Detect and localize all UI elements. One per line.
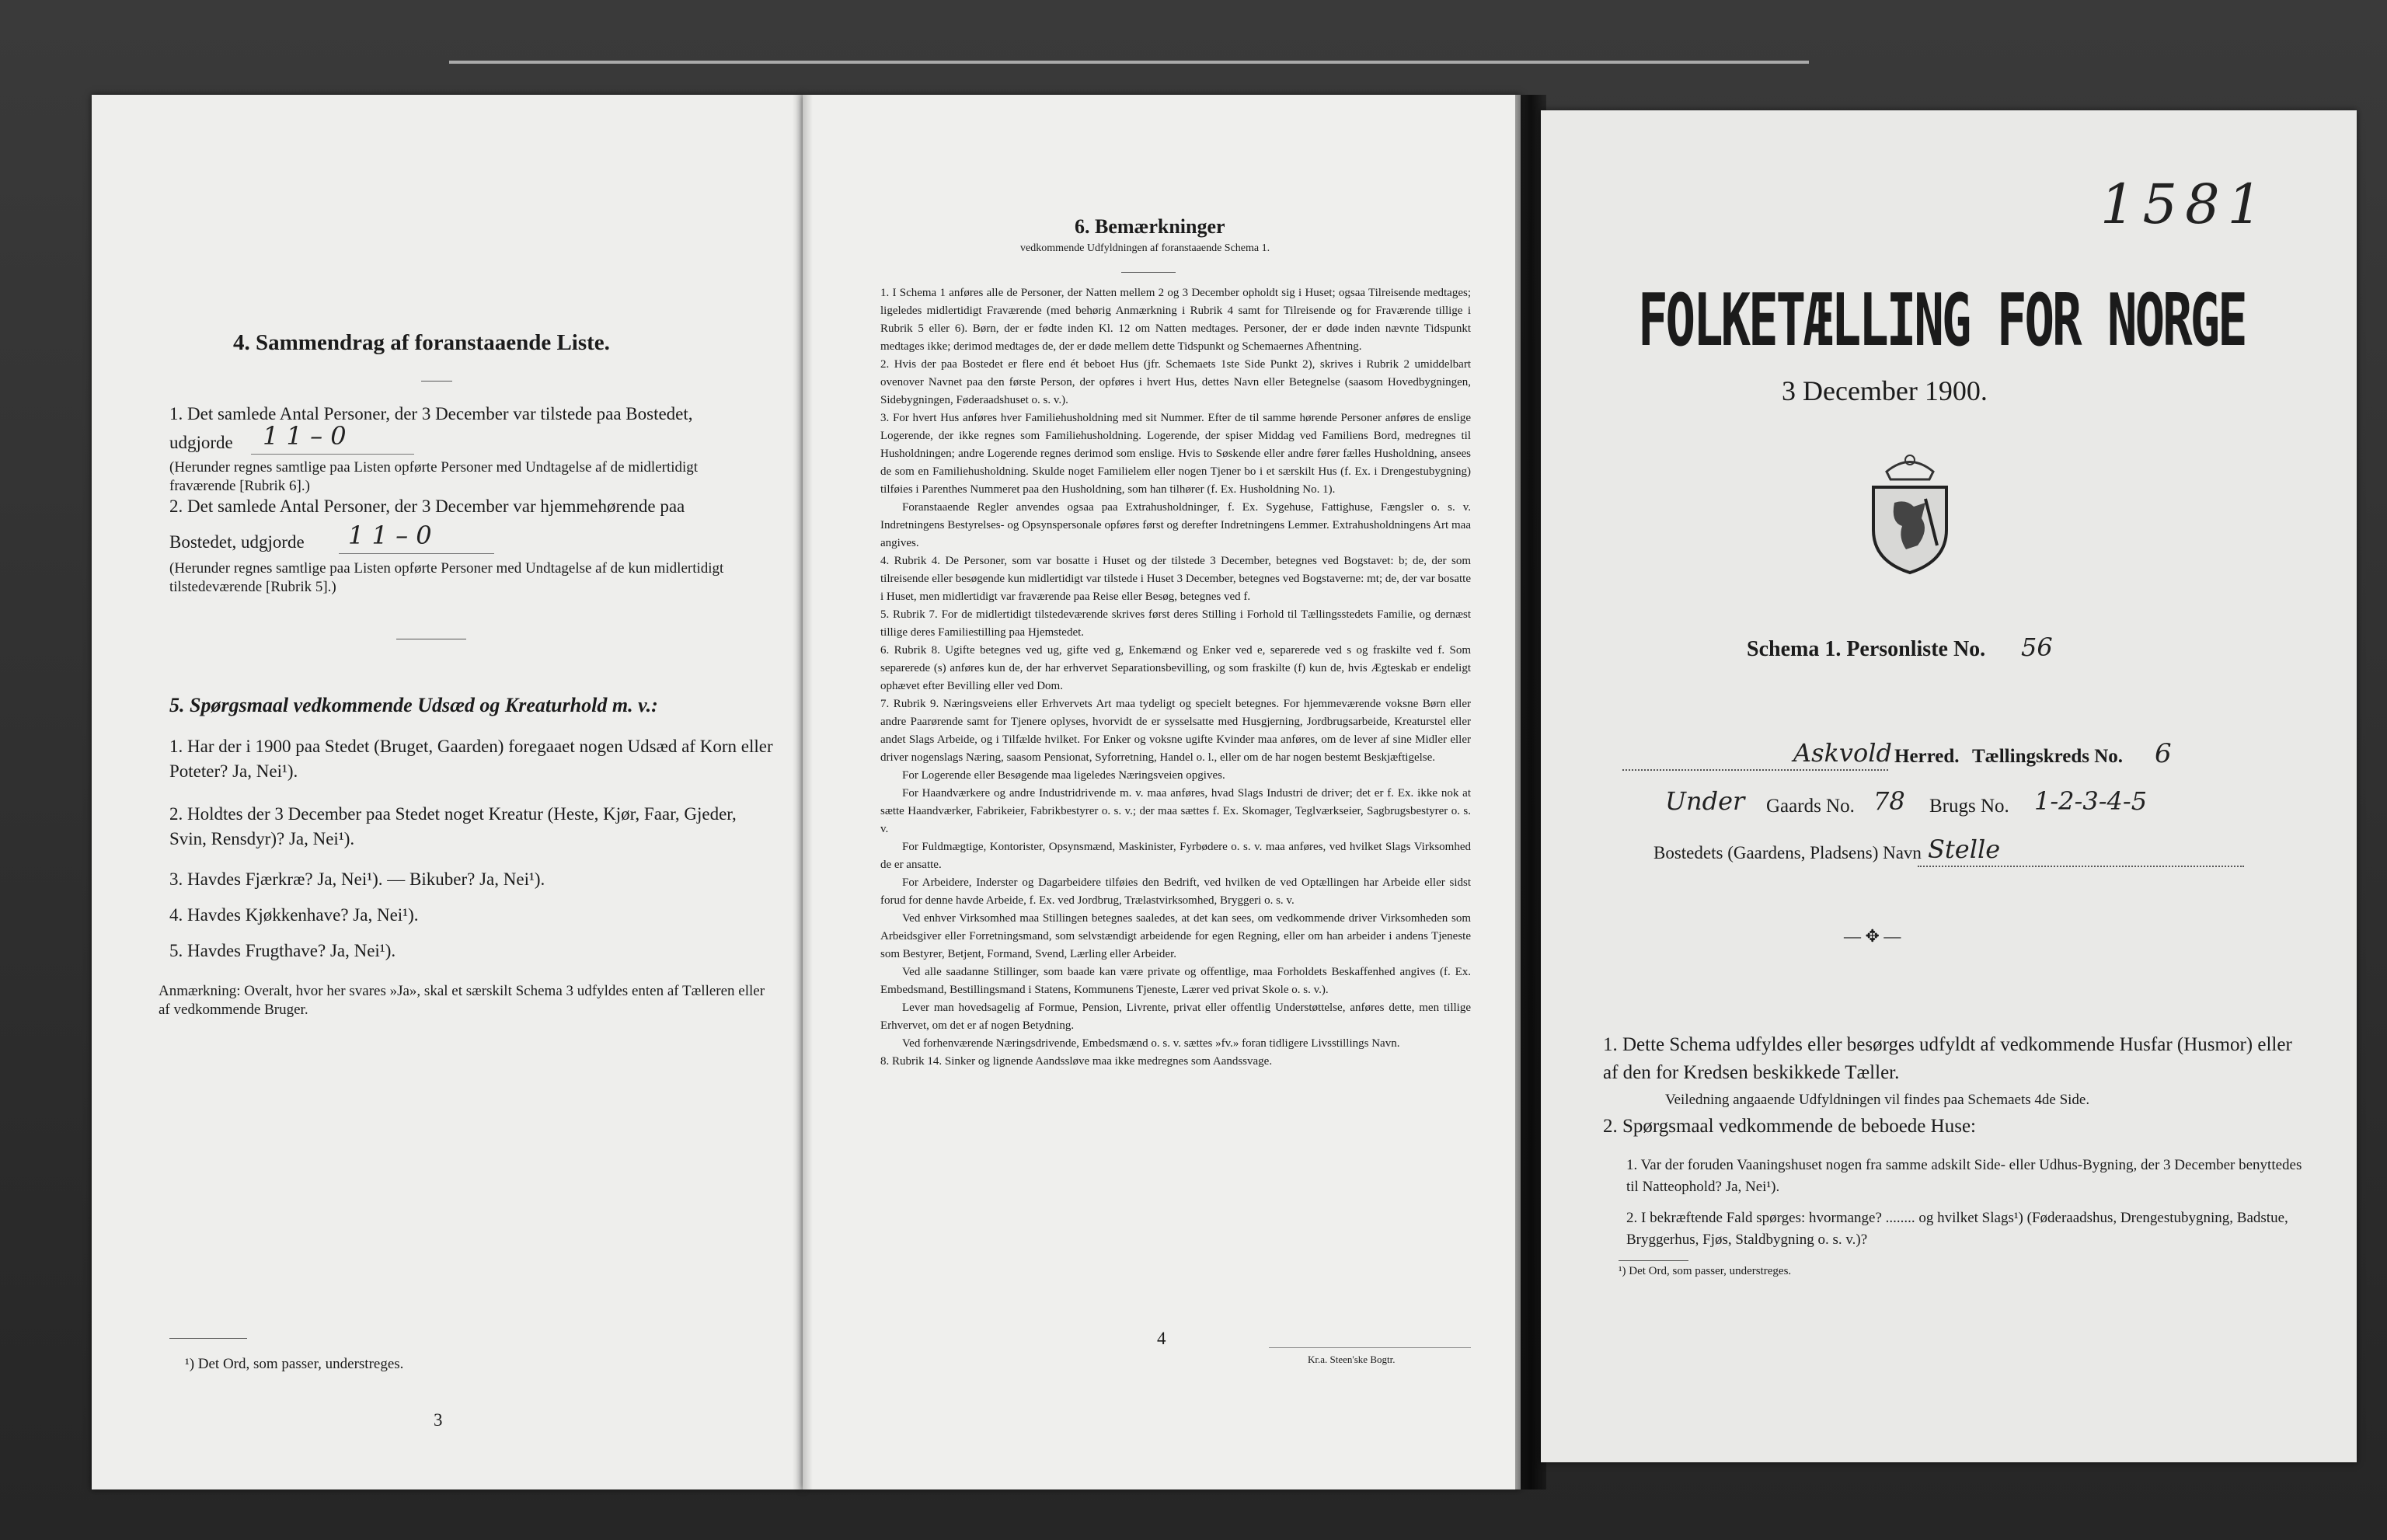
remark-5: 5. Rubrik 7. For de midlertidigt tilstedeværende skrives først deres Stilling i Forhold til Tællingsstedets Familie, og dernæst tillige deres Familiestilling paa Hjemstedet. [880, 608, 1471, 639]
remark-1: 1. I Schema 1 anføres alle de Personer, der Natten mellem 2 og 3 December opholdt sig i Huset; ogsaa Tilreisende medtages; ligeledes midlertidigt Fraværende (med behørig Anmærkning i Rubrik 4 samt for Tilreisende og for Fraværende tillige i Rubrik 5 eller 6). Børn, der er fødte inden Kl. 12 om Natten medtages. Personer, der er døde inden nævnte Tidspunkt medtages ikke; derimod medtages de, der er døde mellem dette Tidspunkt og Schemaernes Afhentning. [880, 287, 1471, 353]
remark-7-formue: Lever man hovedsagelig af Formue, Pension, Livrente, privat eller offentlig Understøttelse, anføres dette, men tillige Erhvervet, om det er af nogen Betydning. [880, 1002, 1471, 1032]
question-4: 4. Havdes Kjøkkenhave? Ja, Nei¹). [169, 905, 419, 925]
gaards-label: Gaards No. [1766, 796, 1855, 817]
answer-line [251, 454, 414, 455]
archive-number: 1581 [2100, 172, 2270, 236]
schema-label: Schema 1. Personliste No. [1747, 637, 1986, 661]
question-1: 1. Har der i 1900 paa Stedet (Bruget, Gaarden) foregaaet nogen Udsæd af Korn eller Poteter? Ja, Nei¹). [169, 737, 773, 781]
summary-item-1-note: (Herunder regnes samtlige paa Listen opførte Personer med Undtagelse af de midlertidigt fraværende [Rubrik 6].) [169, 459, 699, 494]
herred-line [1622, 769, 1888, 771]
summary-item-1-label: udgjorde [169, 433, 233, 452]
gaards-value: 78 [1873, 786, 1905, 816]
question-5: 5. Havdes Frugthave? Ja, Nei¹). [169, 941, 396, 960]
main-title: FOLKETÆLLING FOR NORGE [1638, 280, 2246, 364]
footnote-rule [1619, 1260, 1688, 1261]
summary-item-1-value: 1 1 – 0 [263, 421, 347, 451]
remark-3: 3. For hvert Hus anføres hver Familiehusholdning med sit Nummer. Efter de til samme hørende Personer anføres de enslige Logerende, der ikke regnes som Familiehusholdning. Logerende, der spiser Middag ved Familiens Bord, medregnes til Husholdningen; andre Logerende regnes derimod som enslige. Hvis to Søskende eller andre fører fælles Husholdning, ansees de som en Familiehusholdning. Skulde noget Familielem eller nogen Tjener bo i et særskilt Hus (f. Ex. i Drengestubygning) tilføies i Parenthes Nummeret paa den Husholdning, som han tilhører (f. Ex. Husholdning No. 1). [880, 412, 1471, 496]
remark-7-stillinger: Ved alle saadanne Stillinger, som baade kan være private og offentlige, maa Forholdets Beskaffenhed angives (f. Ex. Embedsmand, Bestillingsmand i Statens, Kommunens Tjeneste, Lærer ved privat Skole o. s. v.). [880, 966, 1471, 996]
page-number: 3 [434, 1410, 443, 1430]
page-right [1541, 110, 2357, 1462]
remark-2: 2. Hvis der paa Bostedet er flere end ét beboet Hus (jfr. Schemaets 1ste Side Punkt 2), skrives i Rubrik 2 umiddelbart ovenover Navnet paa den første Person, der opføres i hvert Hus, dettes Navn eller Betegnelse (saasom Hovedbygningen, Sidebygningen, Føderaadshuset o. s. v.). [880, 358, 1471, 406]
remarks-list [880, 284, 1471, 1071]
summary-item-2-label: Bostedet, udgjorde [169, 532, 305, 552]
summary-item-1: 1. Det samlede Antal Personer, der 3 December var tilstede paa Bostedet, [169, 404, 693, 423]
question-3: 3. Havdes Fjærkræ? Ja, Nei¹). — Bikuber? Ja, Nei¹). [169, 869, 545, 889]
kreds-label: Tællingskreds No. [1972, 746, 2124, 767]
summary-item-2: 2. Det samlede Antal Personer, der 3 December var hjemmehørende paa [169, 496, 685, 516]
printer-credit: Kr.a. Steen'ske Bogtr. [1308, 1354, 1396, 1365]
section-4-title: 4. Sammendrag af foranstaaende Liste. [233, 330, 610, 355]
remarks-title: 6. Bemærkninger [1075, 215, 1225, 238]
remark-6: 6. Rubrik 8. Ugifte betegnes ved ug, gifte ved g, Enkemænd og Enker ved e, separerede ved s og fraskilte ved f. Som separerede (s) anføres kun de, der har erhvervet Separationsbevilling, og som fraskilte (f) kun de, hvis Ægteskab er endeligt ophævet efter Bevilling eller ved Dom. [880, 644, 1471, 692]
kreds-value: 6 [2155, 738, 2172, 769]
brugs-label: Brugs No. [1929, 796, 2009, 817]
footnote: ¹) Det Ord, som passer, understreges. [185, 1356, 404, 1372]
house-question-1: 1. Var der foruden Vaaningshuset nogen fra samme adskilt Side- eller Udhus-Bygning, der 3 December benyttedes til Natteophold? Ja, Nei¹). [1626, 1157, 2302, 1195]
house-question-2: 2. I bekræftende Fald spørges: hvormange? ........ og hvilket Slags¹) (Føderaadshus, Drengestubygning, Badstue, Bryggerhus, Fjøs, Staldbygning o. s. v.)? [1626, 1210, 2288, 1248]
page-fold-shadow [793, 95, 813, 1489]
answer-line [339, 553, 494, 554]
instruction-1-note: Veiledning angaaende Udfyldningen vil findes paa Schemaets 4de Side. [1665, 1092, 2090, 1108]
footnote: ¹) Det Ord, som passer, understreges. [1619, 1265, 1792, 1277]
remark-7-fuldmaegtige: For Fuldmægtige, Kontorister, Opsynsmænd, Maskinister, Fyrbødere o. s. v. maa anføres, ved hvilket Slags Virksomhed de er ansatte. [880, 841, 1471, 871]
remark-7-arbeidere: For Arbeidere, Inderster og Dagarbeidere tilføies den Bedrift, ved hvilken de ved Optællingen har Arbeide eller sidst forud for denne havde Arbeide, f. Ex. ved Jordbrug, Trælastvirksomhed, Bryggeri o. s. v. [880, 876, 1471, 907]
coat-of-arms-icon [1852, 444, 1968, 577]
bosted-label: Bostedets (Gaardens, Pladsens) Navn [1653, 843, 1922, 862]
remark-7-virksomhed: Ved enhver Virksomhed maa Stillingen betegnes saaledes, at det kan sees, om vedkommende driver Virksomheden som Arbeidsgiver eller Forretningsmand, som selvstændigt arbeidende for egen Regning, eller om han arbeider i andens Tjeneste som Bestyrer, Betjent, Formand, Svend, Lærling eller Arbeider. [880, 912, 1471, 960]
summary-item-2-note: (Herunder regnes samtlige paa Listen opførte Personer med Undtagelse af de kun midlertidigt tilstedeværende [Rubrik 5].) [169, 560, 724, 595]
instruction-1: 1. Dette Schema udfyldes eller besørges udfyldt af vedkommende Husfar (Husmor) eller af den for Kredsen beskikkede Tæller. [1603, 1034, 2292, 1083]
annotation-note: Anmærkning: Overalt, hvor her svares »Ja», skal et særskilt Schema 3 udfyldes enten af Tælleren eller af vedkommende Bruger. [159, 983, 765, 1018]
title-divider [1121, 272, 1176, 273]
census-date: 3 December 1900. [1782, 375, 1988, 406]
remark-8: 8. Rubrik 14. Sinker og lignende Aandssløve maa ikke medregnes som Aandssvage. [880, 1055, 1273, 1068]
bosted-value: Stelle [1928, 834, 2001, 864]
page-left [92, 95, 803, 1489]
summary-item-2-value: 1 1 – 0 [348, 521, 432, 550]
herred-value: Askvold [1793, 738, 1892, 768]
footnote-rule [169, 1338, 247, 1339]
remark-7-haandvaerkere: For Haandværkere og andre Industridrivende m. v. maa anføres, hvad Slags Industri de driver; det er f. Ex. ikke nok at sætte Haandværker, Fabrikeier, Fabrikbestyrer o. s. v.; der maa sættes f. Ex. Skomager, Teglværkseier, Sagbrugsbestyrer o. s. v. [880, 787, 1471, 835]
instruction-2: 2. Spørgsmaal vedkommende de beboede Huse: [1603, 1116, 1976, 1137]
bosted-line [1918, 866, 2244, 867]
remark-7: 7. Rubrik 9. Næringsveiens eller Erhvervets Art maa tydeligt og specielt betegnes. For hjemmeværende voksne Børn eller andre Paarørende samt for Tjenere oplyses, hvorvidt de er sysselsatte med Husgjerning, Jordbrugsarbeide, Kreaturstel eller andet Slags Arbeide, og i Tilfælde hvilket. For Enker og voksne ugifte Kvinder maa anføres, om de lever af sine Midler eller driver nogenslags Næring, saasom Pensionat, Syforretning, Handel o. l., eller om de har nogen bestemt Beskjæftigelse. [880, 698, 1471, 764]
brugs-value: 1-2-3-4-5 [2034, 786, 2148, 816]
page-number: 4 [1157, 1329, 1166, 1348]
remark-3-extra: Foranstaaende Regler anvendes ogsaa paa Extrahusholdninger, f. Ex. Sygehuse, Fattighuse, Fængsler o. s. v. Indretningens Bestyrelses- og Opsynspersonale opføres først og derefter Indretningens Lemmer. Extrahusholdningens Art maa angives. [880, 501, 1471, 549]
under-value: Under [1665, 786, 1745, 816]
page-middle [803, 95, 1521, 1489]
schema-number: 56 [2021, 632, 2053, 662]
ornament-icon: — ✥ — [1844, 926, 1901, 946]
remark-4: 4. Rubrik 4. De Personer, som var bosatte i Huset og der tilstede 3 December, betegnes ved Bogstavet: b; de, der som tilreisende eller besøgende kun midlertidigt var tilstede i Huset 3 December, betegnes ved Bogstaverne: mt; de, der var bosatte i Huset, men midlertidigt var fraværende paa Reise eller Besøg, betegnes ved f. [880, 555, 1471, 603]
remark-7-forhenvaerende: Ved forhenværende Næringsdrivende, Embedsmænd o. s. v. sættes »fv.» foran tidligere Livsstillings Navn. [902, 1037, 1400, 1050]
top-divider-line [449, 61, 1809, 64]
section-5-title: 5. Spørgsmaal vedkommende Udsæd og Kreaturhold m. v.: [169, 694, 658, 716]
question-2: 2. Holdtes der 3 December paa Stedet noget Kreatur (Heste, Kjør, Faar, Gjeder, Svin, Rensdyr)? Ja, Nei¹). [169, 804, 737, 848]
remark-7-logerende: For Logerende eller Besøgende maa ligeledes Næringsveien opgives. [902, 769, 1225, 782]
title-divider [421, 381, 452, 382]
herred-label: Herred. [1894, 746, 1960, 767]
remarks-subtitle: vedkommende Udfyldningen af foranstaaende Schema 1. [1020, 242, 1270, 254]
printer-rule [1269, 1347, 1471, 1348]
